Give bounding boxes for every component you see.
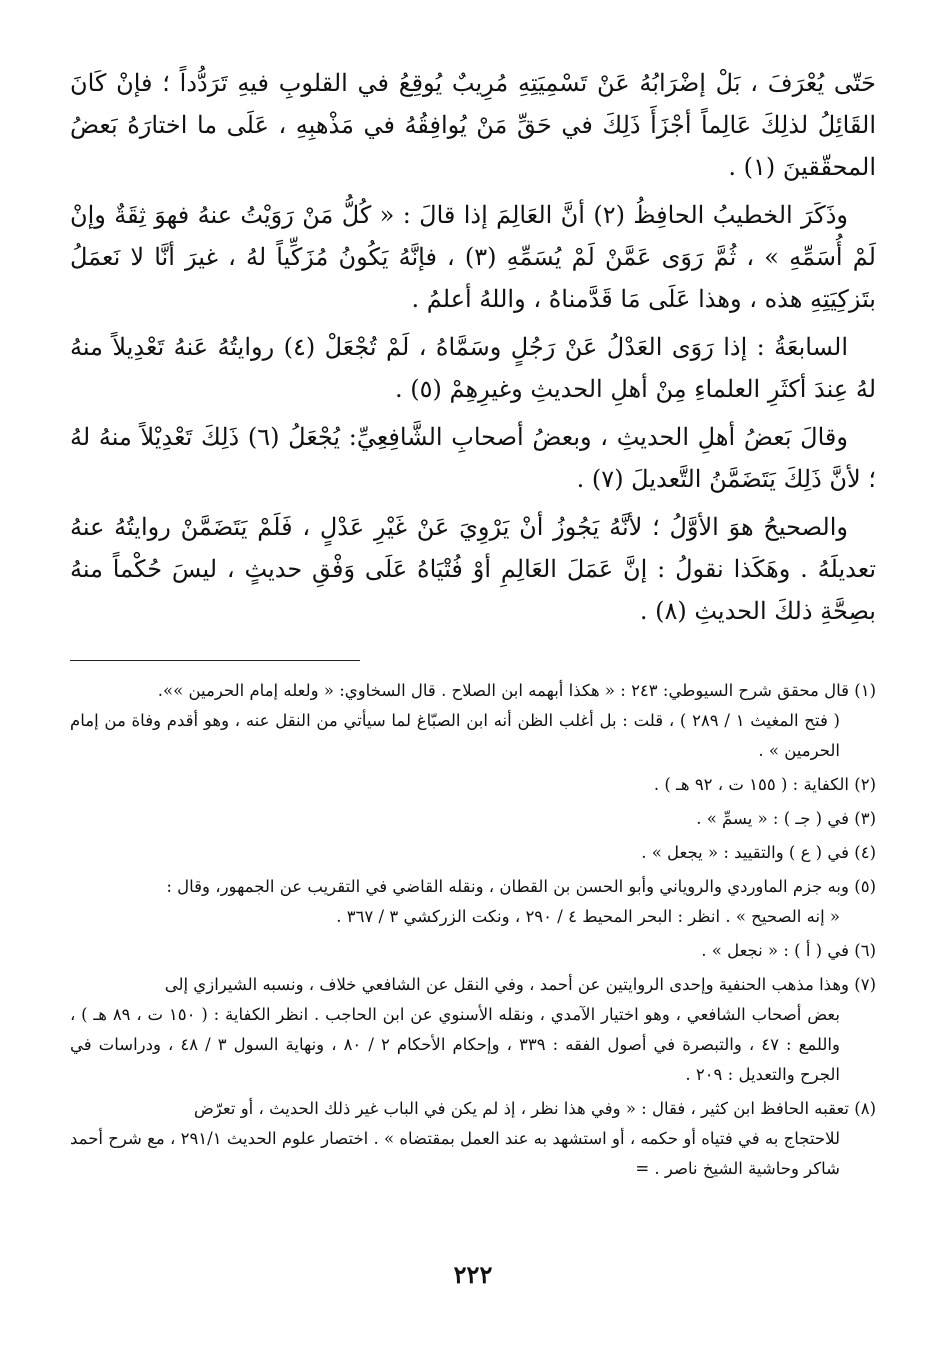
- footnote-4-text: (٤) في ( ع ) والتقييد : « يجعل » .: [641, 843, 876, 862]
- main-text: [70, 62, 876, 638]
- page-number: ٢٢٢: [453, 1260, 493, 1289]
- footnote-8: [70, 1094, 876, 1184]
- paragraph-3: السابعَةُ : إذا رَوَى العَدْلُ عَنْ رَجُلٍ وسَمَّاهُ ، لَمْ تُجْعَلْ (٤) روايتُهُ عَنهُ تَعْدِيلاً منهُ لهُ عِندَ أكثَرِ العلماءِ مِنْ أهلِ الحديثِ وغيرِهِمْ (٥) .: [70, 333, 876, 403]
- footnote-7: [70, 970, 876, 1090]
- paragraph-4: وقالَ بَعضُ أهلِ الحديثِ ، وبعضُ أصحابِ الشَّافِعِيِّ: يُجْعَلُ (٦) ذَلِكَ تَعْدِيْلاً منهُ لهُ ؛ لأنَّ ذَلِكَ يَتَضَمَّنُ التَّعديلَ (٧) .: [70, 423, 876, 493]
- footnote-5: [70, 872, 876, 932]
- footnote-7-continuation: بعض أصحاب الشافعي ، وهو اختيار الآمدي ، ونقله الأسنوي عن ابن الحاجب . انظر الكفاية : ( ١٥٠ ت ، ٨٩ هـ ) ، واللمع : ٤٧ ، والتبصرة في أصول الفقه : ٣٣٩ ، وإحكام الأحكام ٢ / ٨٠ ، ونهاية السول ٣ / ٤٨ ، ودراسات في الجرح والتعديل : ٢٠٩ .: [70, 1005, 840, 1084]
- footnote-divider: [70, 660, 360, 661]
- paragraph-1: حَتّى يُعْرَفَ ، بَلْ إضْرَابُهُ عَنْ تَسْمِيَتِهِ مُرِيبٌ يُوقِعُ في القلوبِ فيهِ تَرَدُّداً ؛ فإنْ كَانَ القَائِلُ لذلِكَ عَالِماً أجْزَأَ ذَلِكَ في حَقِّ مَنْ يُوافِقُهُ في مَذْهبِهِ ، عَلَى ما اختارَهُ بَعضُ المحقّقينَ (١) .: [70, 69, 876, 181]
- footnote-6-text: (٦) في ( أ ) : « نجعل » .: [701, 941, 876, 960]
- footnote-3-text: (٣) في ( جـ ) : « يسمِّ » .: [696, 809, 876, 828]
- footnote-5-continuation: « إنه الصحيح » . انظر : البحر المحيط ٤ / ٢٩٠ ، ونكت الزركشي ٣ / ٣٦٧ .: [336, 907, 840, 926]
- footnote-2: [70, 770, 876, 800]
- footnote-5-text: (٥) وبه جزم الماوردي والروياني وأبو الحسن بن القطان ، ونقله القاضي في التقريب عن الجمهور، وقال :: [166, 877, 876, 896]
- footnote-8-continuation: للاحتجاج به في فتياه أو حكمه ، أو استشهد به عند العمل بمقتضاه » . اختصار علوم الحديث ٢٩١/١ ، مع شرح أحمد شاكر وحاشية الشيخ ناصر . =: [70, 1129, 840, 1178]
- footnote-8-text: (٨) تعقبه الحافظ ابن كثير ، فقال : « وفي هذا نظر ، إذ لم يكن في الباب غير ذلك الحديث ، أو تعرّض: [193, 1099, 876, 1118]
- footnote-1-text: (١) قال محقق شرح السيوطي: ٢٤٣ : « هكذا أبهمه ابن الصلاح . قال السخاوي: « ولعله إمام الحرمين »».: [157, 681, 876, 700]
- paragraph-2: وذَكَرَ الخطيبُ الحافِظُ (٢) أنَّ العَالِمَ إذا قالَ : « كُلُّ مَنْ رَوَيْتُ عنهُ فهوَ ثِقَةٌ وإنْ لَمْ أُسَمِّهِ » ، ثُمَّ رَوَى عَمَّنْ لَمْ يُسَمِّهِ (٣) ، فإنَّهُ يَكُونُ مُزَكِّياً لهُ ، غيرَ أنَّا لا نَعمَلُ بتَزكِيَتِهِ هذه ، وهذا عَلَى مَا قَدَّمناهُ ، واللهُ أعلمُ .: [70, 201, 876, 313]
- footnote-2-text: (٢) الكفاية : ( ١٥٥ ت ، ٩٢ هـ ) .: [653, 775, 876, 794]
- footnote-4: [70, 838, 876, 868]
- paragraph-5: والصحيحُ هوَ الأوَّلُ ؛ لأنَّهُ يَجُوزُ أنْ يَرْوِيَ عَنْ غَيْرِ عَدْلٍ ، فَلَمْ يَتَضَمَّنْ روايتُهُ عنهُ تعديلَهُ . وهَكَذا نقولُ : إنَّ عَمَلَ العَالِمِ أوْ فُتْيَاهُ عَلَى وَفْقِ حديثٍ ، ليسَ حُكْماً منهُ بصِحَّةِ ذلكَ الحديثِ (٨) .: [70, 513, 876, 625]
- footnote-1-continuation: ( فتح المغيث ١ / ٢٨٩ ) ، قلت : بل أغلب الظن أنه ابن الصبّاغ لما سيأتي من النقل عنه ، وهو أقدم وفاة من إمام الحرمين » .: [70, 711, 840, 760]
- footnote-6: [70, 936, 876, 966]
- footnote-7-text: (٧) وهذا مذهب الحنفية وإحدى الروايتين عن أحمد ، وفي النقل عن الشافعي خلاف ، ونسبه الشيرازي إلى: [164, 975, 876, 994]
- footnote-3: [70, 804, 876, 834]
- footnote-1: [70, 676, 876, 766]
- footnotes: [70, 676, 876, 1188]
